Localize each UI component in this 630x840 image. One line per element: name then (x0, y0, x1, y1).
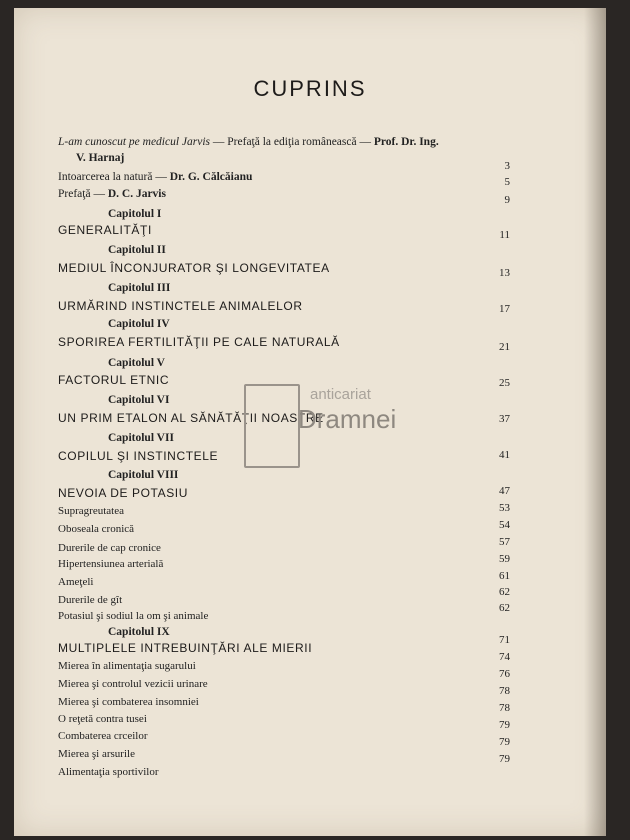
watermark (236, 370, 432, 480)
section-page-number: 61 (499, 570, 510, 582)
intro-page-number: 5 (504, 176, 510, 188)
watermark-text-large: Dramnei (298, 404, 397, 434)
chapter-label: Capitolul VIII (108, 469, 179, 481)
intro-page-number: 3 (504, 160, 510, 172)
chapter-label: Capitolul IX (108, 626, 170, 638)
section-entry: Oboseala cronică (58, 523, 135, 535)
section-entry: Ameţeli (58, 576, 94, 588)
intro-author-name: V. Harnaj (76, 152, 125, 164)
chapter-heading: MULTIPLELE INTREBUINŢĂRI ALE MIERII (58, 641, 313, 655)
section-page-number: 79 (499, 753, 510, 765)
section-entry: Mierea şi combaterea insomniei (58, 696, 199, 708)
chapter-page-number: 47 (499, 485, 510, 497)
intro-italic-text: L-am cunoscut pe medicul Jarvis (58, 136, 211, 148)
chapter-heading: NEVOIA DE POTASIU (58, 486, 189, 500)
section-page-number: 74 (499, 651, 510, 663)
chapter-page-number: 41 (499, 449, 510, 461)
watermark-book-icon (244, 384, 300, 468)
intro-entry-preface-ro (58, 136, 516, 148)
section-entry: O reţetă contra tusei (58, 713, 147, 725)
chapter-label: Capitolul II (108, 244, 166, 256)
intro-entry-author: Dr. G. Călcăianu (169, 171, 253, 183)
chapter-label: Capitolul V (108, 357, 165, 369)
watermark-text-small: anticariat (310, 386, 371, 403)
section-page-number: 76 (499, 668, 510, 680)
intro-page-number: 9 (504, 194, 510, 206)
section-page-number: 78 (499, 702, 510, 714)
chapter-label: Capitolul III (108, 282, 171, 294)
section-page-number: 54 (499, 519, 510, 531)
chapter-heading: URMĂRIND INSTINCTELE ANIMALELOR (58, 299, 303, 313)
chapter-heading: GENERALITĂŢI (58, 223, 152, 237)
chapter-heading: SPORIREA FERTILITĂŢII PE CALE NATURALĂ (58, 335, 340, 349)
chapter-heading: FACTORUL ETNIC (58, 373, 170, 387)
intro-text: — Prefaţă la ediţia românească — (210, 136, 374, 148)
section-page-number: 57 (499, 536, 510, 548)
chapter-heading: COPILUL ŞI INSTINCTELE (58, 449, 219, 463)
chapter-page-number: 13 (499, 267, 510, 279)
chapter-heading: UN PRIM ETALON AL SĂNĂTĂŢII NOASTRE (58, 411, 324, 425)
section-page-number: 62 (499, 586, 510, 598)
section-entry: Combaterea crceilor (58, 730, 148, 742)
section-page-number: 79 (499, 719, 510, 731)
chapter-label: Capitolul IV (108, 318, 170, 330)
intro-entry-preface (58, 188, 516, 200)
section-page-number: 53 (499, 502, 510, 514)
section-entry: Supragreutatea (58, 505, 124, 517)
section-entry: Durerile de cap cronice (58, 542, 161, 554)
chapter-page-number: 21 (499, 341, 510, 353)
intro-entry-title: Prefaţă — (58, 188, 108, 200)
page-title: CUPRINS (253, 76, 367, 101)
section-page-number: 62 (499, 602, 510, 614)
section-entry: Alimentaţia sportivilor (58, 766, 159, 778)
section-entry: Mierea în alimentaţia sugarului (58, 660, 196, 672)
section-entry: Durerile de gît (58, 594, 123, 606)
chapter-page-number: 11 (499, 229, 510, 241)
section-page-number: 59 (499, 553, 510, 565)
chapter-page-number: 37 (499, 413, 510, 425)
intro-entry-author: D. C. Jarvis (107, 188, 166, 200)
intro-author: Prof. Dr. Ing. (373, 136, 439, 148)
section-entry: Hipertensiunea arterială (58, 558, 164, 570)
chapter-label: Capitolul I (108, 208, 162, 220)
chapter-heading: MEDIUL ÎNCONJURATOR ŞI LONGEVITATEA (58, 261, 330, 275)
section-page-number: 79 (499, 736, 510, 748)
book-page (14, 8, 606, 836)
intro-entry-return (58, 171, 516, 183)
section-page-number: 78 (499, 685, 510, 697)
page-spine-shadow (584, 8, 606, 836)
section-entry: Mierea şi controlul vezicii urinare (58, 678, 208, 690)
intro-entry-title: Intoarcerea la natură — (58, 171, 170, 183)
chapter-label: Capitolul VII (108, 432, 174, 444)
chapter-page-number: 25 (499, 377, 510, 389)
chapter-page-number: 17 (499, 303, 510, 315)
section-entry: Mierea şi arsurile (58, 748, 135, 760)
chapter-label: Capitolul VI (108, 394, 170, 406)
section-entry: Potasiul şi sodiul la om şi animale (58, 610, 209, 622)
chapter-page-number: 71 (499, 634, 510, 646)
